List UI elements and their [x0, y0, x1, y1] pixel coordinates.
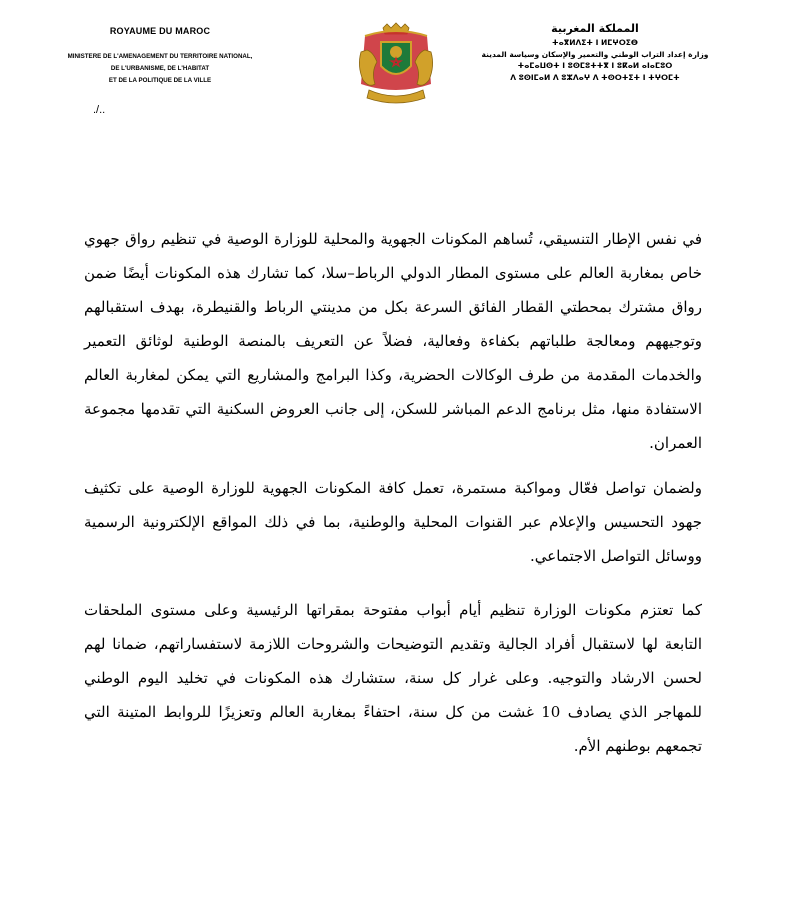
header-right-arabic — [470, 22, 720, 83]
kingdom-title-fr: ROYAUME DU MAROC — [109, 26, 211, 36]
ministry-line-fr-3: ET DE LA POLITIQUE DE LA VILLE — [108, 77, 212, 84]
reference-mark: ./.. — [93, 104, 106, 116]
ministry-title-tifinagh-2: ⴷ ⵓⵙⵏⵎⴰⵍ ⴷ ⵓⵣⴷⴰⵖ ⴷ ⵜⵙⵔⵜⵉⵜ ⵏ ⵜⵖⵔⵎⵜ — [510, 72, 680, 82]
ministry-line-fr-1: MINISTERE DE L'AMENAGEMENT DU TERRITOIRE NATIONAL, — [67, 53, 253, 60]
header-left-french — [40, 26, 280, 87]
document-body — [84, 222, 702, 763]
ministry-title-ar: وزارة إعداد التراب الوطني والتعمير والإسكان وسياسة المدينة — [481, 49, 709, 59]
royal-emblem-icon — [355, 22, 437, 106]
paragraph-2: ولضمان تواصل فعّال ومواكبة مستمرة، تعمل كافة المكونات الجهوية للوزارة الوصية على تكثيف جهود التحسيس والإعلام عبر القنوات المحلية والوطنية، بما في ذلك المواقع الإلكترونية الرسمية ووسائل التواصل الاجتماعي. — [84, 479, 702, 565]
kingdom-title-tifinagh: ⵜⴰⴳⵍⴷⵉⵜ ⵏ ⵍⵎⵖⵔⵉⴱ — [552, 38, 638, 47]
ministry-title-tifinagh-1: ⵜⴰⵎⴰⵡⵙⵜ ⵏ ⵓⵙⵎⵓⵜⵜⴳ ⵏ ⵓⴽⴰⵍ ⴰⵏⴰⵎⵓⵔ — [517, 61, 673, 70]
paragraph-1: في نفس الإطار التنسيقي، تُساهم المكونات الجهوية والمحلية للوزارة الوصية في تنظيم رواق جهوي خاص بمغاربة العالم على مستوى المطار الدولي الرباط–سلا، كما تشارك هذه المكونات أيضًا ضمن رواق مشترك بمحطتي القطار الفائق السرعة بكل من مدينتي الرباط والقنيطرة، بهدف استقبالهم وتوجيههم ومعالجة طلباتهم بكفاءة وفعالية، فضلاً عن التعريف بالمنصة الوطنية لوثائق التعمير والخدمات المقدمة من طرف الوكالات الحضرية، وكذا البرامج والمشاريع التي يمكن لمغاربة العالم الاستفادة منها، مثل برنامج الدعم المباشر للسكن، إلى جانب العروض السكنية التي تقدمها مجموعة العمران. — [84, 230, 702, 452]
kingdom-title-ar: المملكة المغربية — [551, 22, 639, 35]
paragraph-3: كما تعتزم مكونات الوزارة تنظيم أيام أبواب مفتوحة بمقراتها الرئيسية وعلى مستوى الملحقات التابعة لها لاستقبال أفراد الجالية وتقديم التوضيحات والشروحات اللازمة لاستفساراتهم، ضمانا لهم لحسن الارشاد والتوجيه. وعلى غرار كل سنة، ستشارك هذه المكونات في تخليد اليوم الوطني للمهاجر الذي يصادف 10 غشت من كل سنة، احتفاءً بمغاربة العالم وتعزيزًا للروابط المتينة التي تجمعهم بوطنهم الأم. — [84, 601, 702, 755]
ministry-line-fr-2: DE L'URBANISME, DE L'HABITAT — [110, 65, 210, 72]
